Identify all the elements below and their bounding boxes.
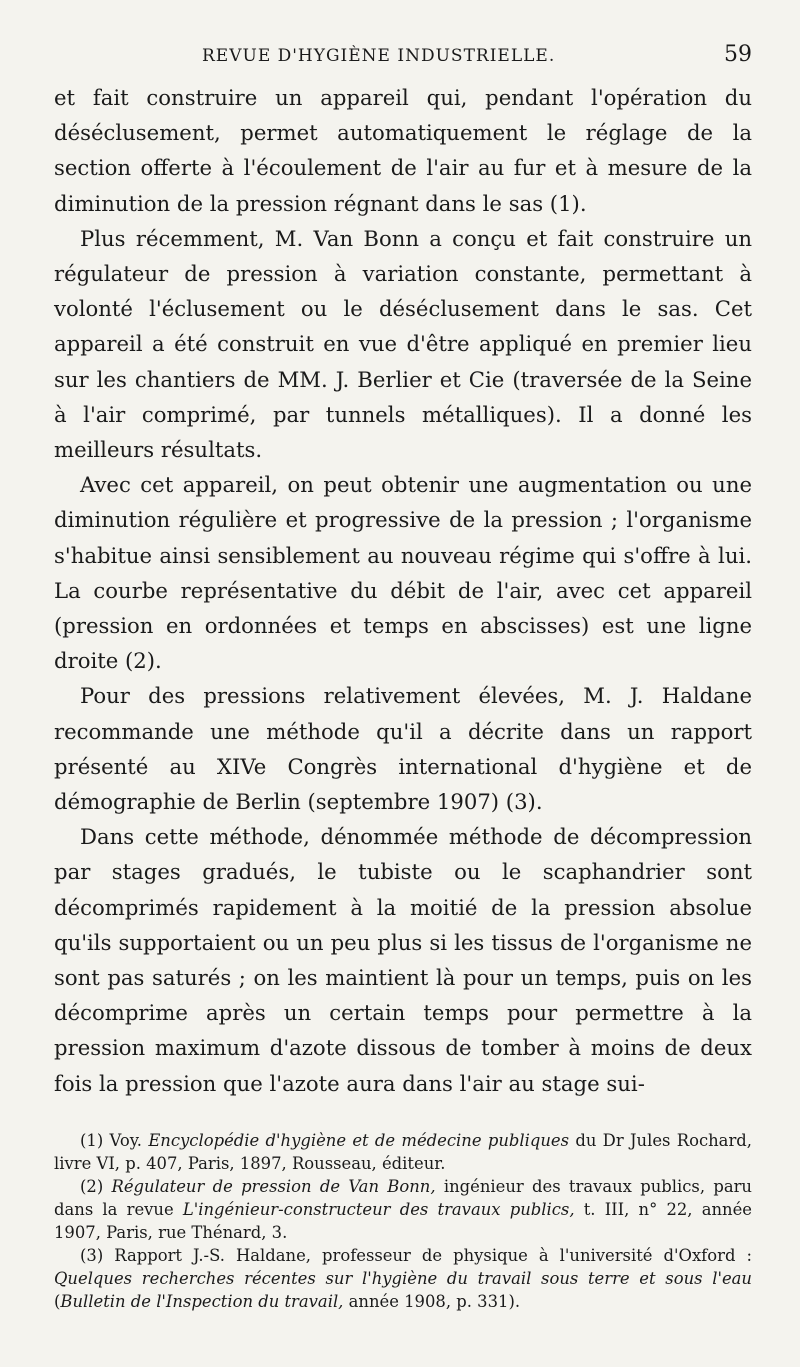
footnote-2-post: t. III, n° 22, année 1907, Paris, rue Thénard, 3. bbox=[54, 1199, 752, 1242]
footnote-2-ref: (2) bbox=[80, 1176, 104, 1196]
body-text bbox=[54, 80, 752, 1101]
footnote-3-journal: Bulletin de l'Inspection du travail, bbox=[60, 1291, 344, 1311]
paragraph-5: Dans cette méthode, dénommée méthode de décompression par stages gradués, le tubiste ou le scaphandrier sont décomprimés rapidement à la moitié de la pression absolue qu'ils supportaient ou un peu plus si les tissus de l'organisme ne sont pas saturés ; on les maintient là pour un temps, puis on les décomprime après un certain temps pour permettre à la pression maximum d'azote dissous de tomber à moins de deux fois la pression que l'azote aura dans l'air au stage sui- bbox=[54, 824, 752, 1096]
footnotes bbox=[54, 1129, 752, 1313]
paragraph-1: et fait construire un appareil qui, pendant l'opération du déséclusement, permet automatiquement le réglage de la section offerte à l'écoulement de l'air au fur et à mesure de la diminution de la pression régnant dans le sas (1). bbox=[54, 85, 752, 216]
footnote-2-journal: L'ingénieur-constructeur des travaux publics, bbox=[182, 1199, 575, 1219]
page-number: 59 bbox=[724, 42, 752, 67]
paragraph-2: Plus récemment, M. Van Bonn a conçu et fait construire un régulateur de pression à variation constante, permettant à volonté l'éclusement ou le déséclusement dans le sas. Cet appareil a été construit en vue d'être appliqué en premier lieu sur les chantiers de MM. J. Berlier et Cie (traversée de la Seine à l'air comprimé, par tunnels métalliques). Il a donné les meilleurs résultats. bbox=[54, 225, 752, 463]
footnote-3 bbox=[54, 1244, 752, 1313]
footnote-3-pre: Rapport J.-S. Haldane, professeur de physique à l'université d'Oxford : bbox=[114, 1245, 752, 1265]
footnote-1-post: du Dr Jules Rochard, livre VI, p. 407, Paris, 1897, Rousseau, éditeur. bbox=[54, 1130, 752, 1173]
page-header bbox=[54, 38, 752, 78]
paragraph-3: Avec cet appareil, on peut obtenir une augmentation ou une diminution régulière et progressive de la pression ; l'organisme s'habitue ainsi sensiblement au nouveau régime qui s'offre à lui. La courbe représentative du débit de l'air, avec cet appareil (pression en ordonnées et temps en abscisses) est une ligne droite (2). bbox=[54, 472, 752, 674]
footnote-2-mid: ingénieur des travaux publics, paru dans la revue bbox=[54, 1176, 752, 1219]
footnote-1-ref: (1) bbox=[80, 1130, 104, 1150]
footnote-3-title: Quelques recherches récentes sur l'hygiène du travail sous terre et sous l'eau bbox=[54, 1268, 752, 1288]
footnote-1-title: Encyclopédie d'hygiène et de médecine publiques bbox=[148, 1130, 570, 1150]
footnote-1-pre: Voy. bbox=[109, 1130, 143, 1150]
footnote-3-ref: (3) bbox=[80, 1245, 104, 1265]
footnote-2 bbox=[54, 1175, 752, 1244]
paragraph-4: Pour des pressions relativement élevées, M. J. Haldane recommande une méthode qu'il a décrite dans un rapport présenté au XIVe Congrès international d'hygiène et de démographie de Berlin (septembre 1907) (3). bbox=[54, 683, 752, 815]
running-head: REVUE D'HYGIÈNE INDUSTRIELLE. bbox=[202, 46, 556, 66]
footnote-3-post: année 1908, p. 331). bbox=[348, 1291, 521, 1311]
footnote-2-title: Régulateur de pression de Van Bonn, bbox=[111, 1176, 436, 1196]
footnote-3-mid: ( bbox=[54, 1291, 61, 1311]
footnote-1 bbox=[54, 1129, 752, 1175]
